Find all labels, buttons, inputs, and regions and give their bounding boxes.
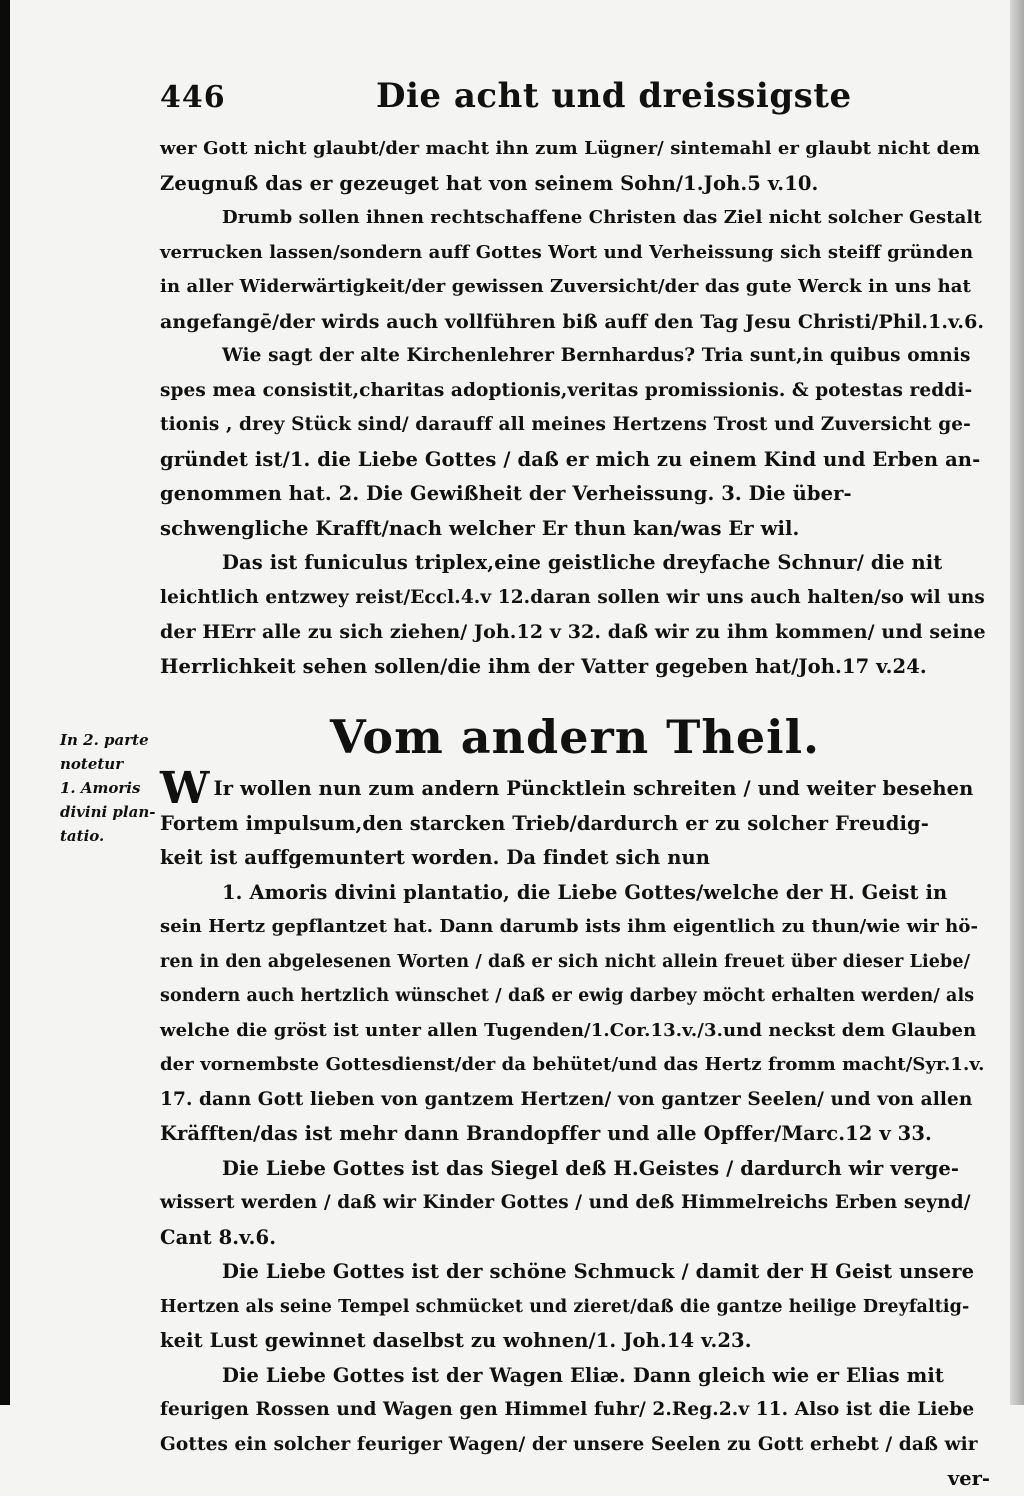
text-line-content: der vornembste Gottesdienst/der da behütet/und das Hertz fromm macht/Syr.1.v. <box>160 1054 985 1075</box>
text-line-content: spes mea consistit,charitas adoptionis,veritas promissionis. & potestas reddi- <box>160 379 973 401</box>
text-line <box>160 546 990 581</box>
text-line-content: Gottes ein solcher feuriger Wagen/ der unsere Seelen zu Gott erhebt / daß wir <box>160 1433 978 1455</box>
text-line-content: Das ist funiculus triplex,eine geistliche dreyfache Schnur/ die nit <box>222 551 943 574</box>
text-line <box>160 1186 990 1221</box>
text-line <box>160 615 990 650</box>
text-line-content: feurigen Rossen und Wagen gen Himmel fuhr/ 2.Reg.2.v 11. Also ist die Liebe <box>160 1399 975 1420</box>
text-line <box>160 201 990 236</box>
text-line <box>160 876 990 911</box>
text-line-content: Wie sagt der alte Kirchenlehrer Bernhardus? Tria sunt,in quibus omnis <box>222 345 971 366</box>
text-line-content: Die Liebe Gottes ist das Siegel deß H.Geistes / dardurch wir verge- <box>222 1156 960 1180</box>
text-line <box>160 910 990 945</box>
text-line-content: 17. dann Gott lieben von gantzem Hertzen/ von gantzer Seelen/ und von allen <box>160 1088 973 1110</box>
text-line <box>160 1152 990 1187</box>
text-line <box>160 1428 990 1463</box>
scan-edge-right <box>1010 0 1024 1405</box>
text-line <box>160 807 990 842</box>
text-line-content: keit Lust gewinnet daselbst zu wohnen/1. Joh.14 v.23. <box>160 1329 752 1352</box>
text-line <box>160 1290 990 1325</box>
text-line-content: ren in den abgelesenen Worten / daß er sich nicht allein freuet über dieser Liebe/ <box>160 951 971 972</box>
text-line-content: leichtlich entzwey reist/Eccl.4.v 12.daran sollen wir uns auch halten/so wil uns <box>160 586 985 608</box>
page-header <box>160 72 990 132</box>
text-line-content: Die Liebe Gottes ist der Wagen Eliæ. Dann gleich wie er Elias mit <box>222 1363 944 1387</box>
text-line-content: Cant 8.v.6. <box>160 1225 277 1249</box>
text-line <box>160 305 990 340</box>
text-line-content: der HErr alle zu sich ziehen/ Joh.12 v 32. daß wir zu ihm kommen/ und seine <box>160 621 986 643</box>
text-line-content: sein Hertz gepflantzet hat. Dann darumb ists ihm eigentlich zu thun/wie wir hö- <box>160 916 979 937</box>
text-line <box>160 132 990 167</box>
text-line-content: welche die gröst ist unter allen Tugenden/1.Cor.13.v./3.und neckst dem Glauben <box>160 1019 977 1041</box>
text-line-content: schwengliche Krafft/nach welcher Er thun kan/was Er wil. <box>160 516 800 540</box>
text-line <box>160 374 990 409</box>
text-line-content: Ir wollen nun zum andern Püncktlein schreiten / und weiter besehen <box>213 777 974 800</box>
text-line <box>160 1221 990 1256</box>
text-line <box>160 1359 990 1394</box>
scan-edge-left <box>0 0 10 1405</box>
text-line <box>160 1048 990 1083</box>
text-line-content: Drumb sollen ihnen rechtschaffene Christen das Ziel nicht solcher Gestalt <box>222 207 982 228</box>
text-line-content: wissert werden / daß wir Kinder Gottes / und deß Himmelreichs Erben seynd/ <box>160 1192 971 1213</box>
text-line <box>160 339 990 374</box>
page <box>160 72 990 1496</box>
text-line <box>160 763 990 814</box>
marginal-note <box>60 728 160 848</box>
text-line <box>160 841 990 876</box>
text-line <box>160 443 990 478</box>
text-line <box>160 1083 990 1118</box>
text-line-content: Hertzen als seine Tempel schmücket und zieret/daß die gantze heilige Dreyfaltig- <box>160 1296 970 1317</box>
marginal-line: tatio. <box>60 827 105 845</box>
text-line <box>160 1014 990 1049</box>
text-block-bottom <box>160 763 990 1462</box>
text-line <box>160 270 990 305</box>
text-line <box>160 945 990 980</box>
text-line-content: Kräfften/das ist mehr dann Brandopffer und alle Opffer/Marc.12 v 33. <box>160 1122 932 1145</box>
text-line-content: Herrlichkeit sehen sollen/die ihm der Vatter gegeben hat/Joh.17 v.24. <box>160 654 927 678</box>
catchword: ver- <box>947 1467 990 1490</box>
text-line <box>160 650 990 685</box>
text-line-content: 1. Amoris divini plantatio, die Liebe Gottes/welche der H. Geist in <box>222 880 948 904</box>
section-heading: Vom andern Theil. <box>329 710 821 764</box>
text-line <box>160 979 990 1014</box>
page-number: 446 <box>160 80 226 115</box>
text-block-top <box>160 132 990 684</box>
marginal-line: notetur <box>60 755 124 773</box>
text-line-content: angefangē/der wirds auch vollführen biß auff den Tag Jesu Christi/Phil.1.v.6. <box>160 310 985 333</box>
marginal-line: divini plan- <box>60 803 156 821</box>
marginal-line: 1. Amoris <box>60 779 141 797</box>
marginal-line: In 2. parte <box>60 731 149 749</box>
text-line-content: tionis , drey Stück sind/ darauff all meines Hertzens Trost und Zuversicht ge- <box>160 414 971 435</box>
text-line <box>160 512 990 547</box>
running-title: Die acht und dreissigste <box>376 76 852 116</box>
text-line-content: Fortem impulsum,den starcken Trieb/dardurch er zu solcher Freudig- <box>160 811 929 835</box>
text-line-content: wer Gott nicht glaubt/der macht ihn zum Lügner/ sintemahl er glaubt nicht dem <box>160 138 980 159</box>
text-line <box>160 1255 990 1290</box>
text-line-content: Zeugnuß das er gezeuget hat von seinem Sohn/1.Joh.5 v.10. <box>160 171 819 195</box>
text-line <box>160 581 990 616</box>
text-line <box>160 477 990 512</box>
text-line-content: genommen hat. 2. Die Gewißheit der Verheissung. 3. Die über- <box>160 482 852 505</box>
text-line <box>160 167 990 202</box>
text-line <box>160 408 990 443</box>
drop-capital: W <box>160 763 210 814</box>
text-line-content: Die Liebe Gottes ist der schöne Schmuck / damit der H Geist unsere <box>222 1260 975 1283</box>
text-line <box>160 1393 990 1428</box>
text-line <box>160 1324 990 1359</box>
text-line-content: keit ist auffgemuntert worden. Da findet sich nun <box>160 846 711 869</box>
text-line <box>160 1117 990 1152</box>
text-line-content: sondern auch hertzlich wünschet / daß er ewig darbey möcht erhalten werden/ als <box>160 986 975 1006</box>
text-line-content: gründet ist/1. die Liebe Gottes / daß er mich zu einem Kind und Erben an- <box>160 447 981 471</box>
text-line-content: in aller Widerwärtigkeit/der gewissen Zuversicht/der das gute Werck in uns hat <box>160 276 971 297</box>
text-line-content: verrucken lassen/sondern auff Gottes Wort und Verheissung sich steiff gründen <box>160 241 974 263</box>
text-line <box>160 236 990 271</box>
